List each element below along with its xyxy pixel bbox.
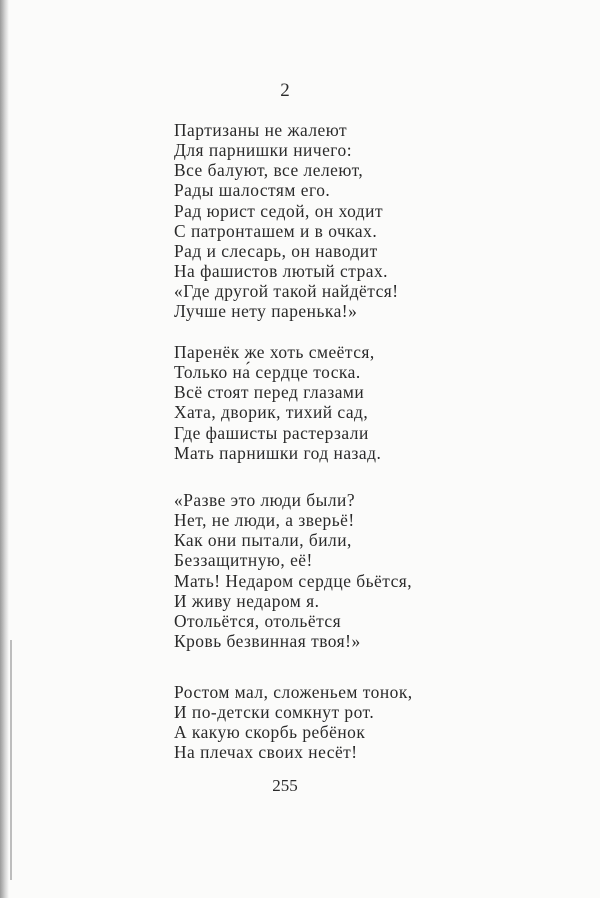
stanza xyxy=(174,682,413,763)
stanza xyxy=(174,490,412,651)
section-number: 2 xyxy=(280,80,290,101)
verse-line: Партизаны не жалеют xyxy=(174,120,348,140)
verse-line: Лучше нету паренька!» xyxy=(174,301,358,322)
verse-line: Отольётся, отольётся xyxy=(174,610,342,631)
verse-line: Все балуют, все лелеют, xyxy=(174,160,364,181)
verse-line: «Где другой такой найдётся! xyxy=(174,281,399,302)
verse-line: Паренёк же хоть смеётся, xyxy=(174,342,375,362)
verse-line: Хата, дворик, тихий сад, xyxy=(174,402,369,423)
verse-line: Рады шалостям его. xyxy=(174,180,331,201)
verse-line: Мать! Недаром сердце бьётся, xyxy=(174,570,413,591)
stanza xyxy=(174,120,399,322)
verse-line: Только на́ сердце тоска. xyxy=(174,362,361,383)
verse-line: Нет, не люди, а зверьё! xyxy=(174,510,355,531)
stanza xyxy=(174,342,381,463)
scan-page-edge xyxy=(0,0,9,898)
verse-line: Как они пытали, били, xyxy=(174,530,352,551)
verse-line: Всё стоят перед глазами xyxy=(174,382,365,403)
scan-page-edge-mark xyxy=(10,640,12,880)
verse-line: «Разве это люди были? xyxy=(174,490,356,510)
verse-line: Беззащитную, её! xyxy=(174,550,313,571)
verse-line: А какую скорбь ребёнок xyxy=(174,722,366,743)
verse-line: И по-детски сомкнут рот. xyxy=(174,702,375,723)
page-number: 255 xyxy=(272,776,298,795)
verse-line: Для парнишки ничего: xyxy=(174,140,353,161)
verse-line: На плечах своих несёт! xyxy=(174,742,358,763)
verse-line: Мать парнишки год назад. xyxy=(174,442,382,463)
verse-line: Кровь безвинная твоя!» xyxy=(174,631,361,652)
verse-line: С патронташем и в очках. xyxy=(174,220,378,241)
verse-line: И живу недаром я. xyxy=(174,590,320,611)
verse-line: На фашистов лютый страх. xyxy=(174,261,389,282)
verse-line: Рад юрист седой, он ходит xyxy=(174,200,384,221)
verse-line: Рад и слесарь, он наводит xyxy=(174,240,378,261)
verse-line: Ростом мал, сложеньем тонок, xyxy=(174,682,413,702)
verse-line: Где фашисты растерзали xyxy=(174,422,369,443)
